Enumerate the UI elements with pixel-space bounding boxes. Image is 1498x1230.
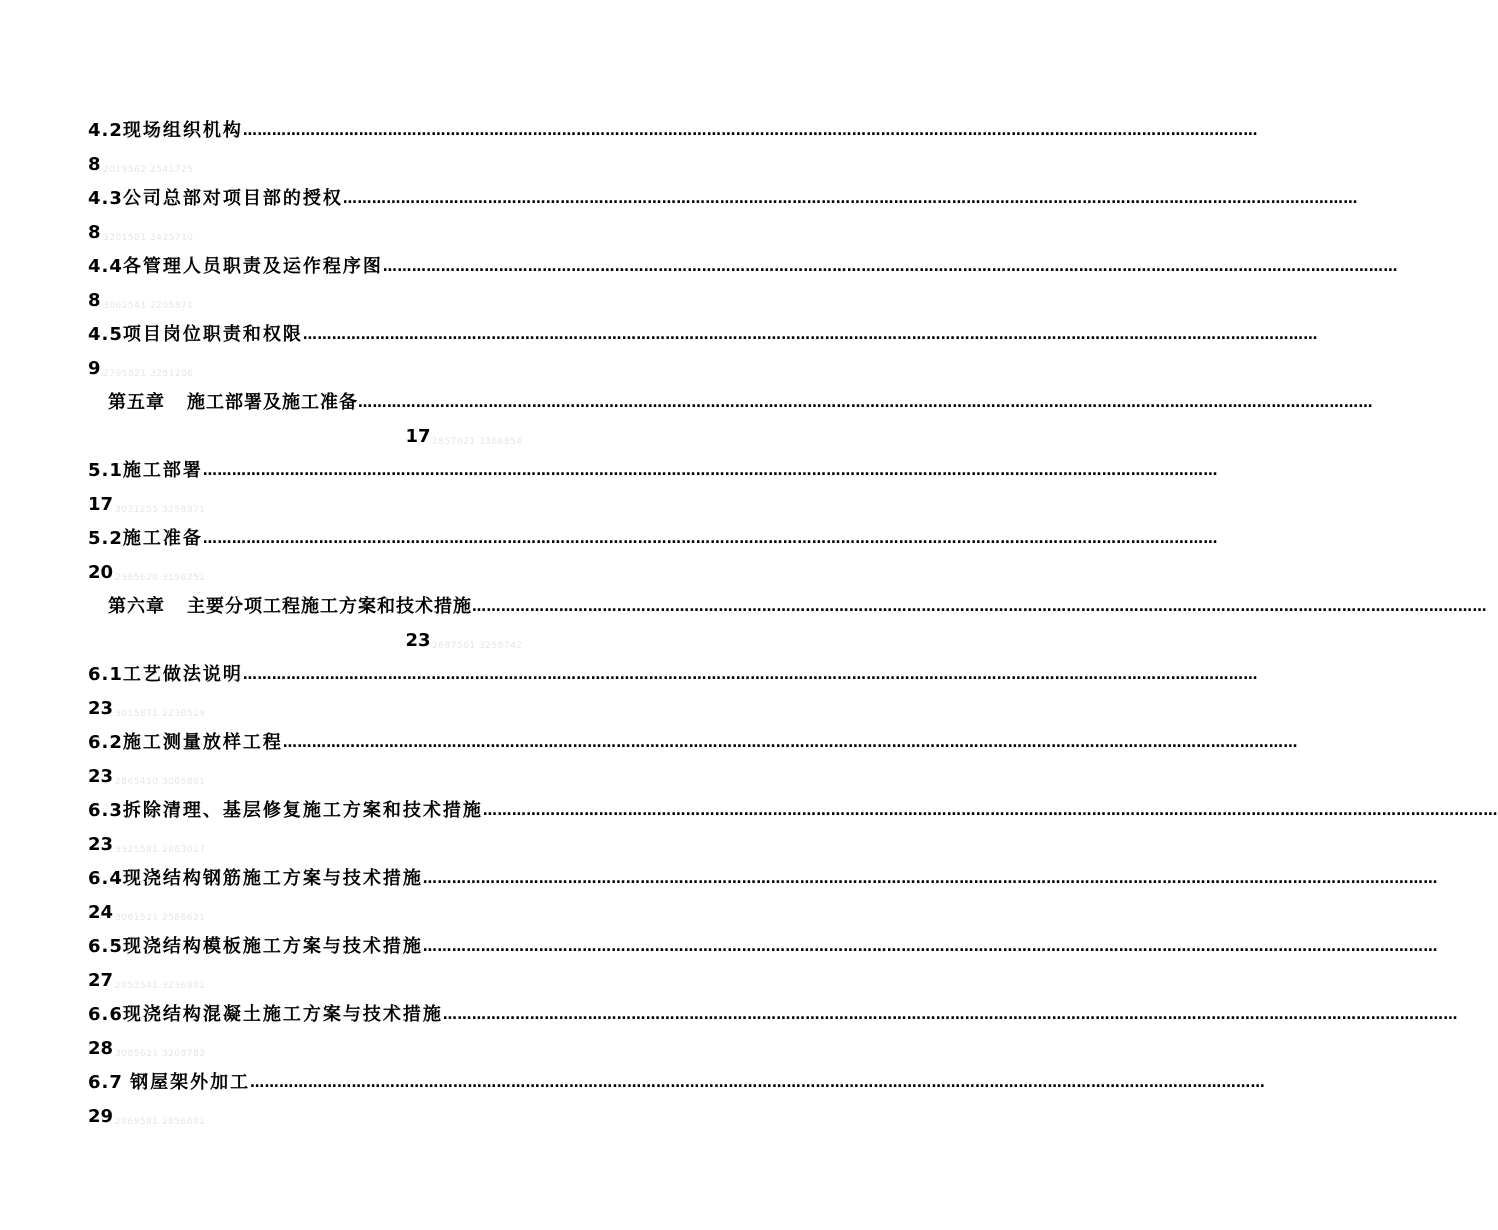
section-title-text: 现浇结构钢筋施工方案与技术措施 [122, 868, 423, 889]
page-number-line [88, 488, 860, 522]
section-title-text: 工艺做法说明 [122, 664, 243, 685]
toc-entry-title [108, 386, 358, 420]
faint-watermark-text: 2857621 3366854 [432, 437, 523, 447]
page-number-line [88, 1032, 860, 1066]
toc-entry-line [88, 386, 1373, 420]
page-number: 23 [405, 630, 431, 651]
dot-leader: ………………………………………………………………………………………………………………………………………………………………………………………… [482, 803, 1498, 819]
section-number: 6.5 [88, 936, 123, 957]
page-number-line [88, 760, 860, 794]
toc-entry-title [88, 726, 283, 760]
page-number-line [88, 692, 860, 726]
page-number: 23 [88, 766, 114, 787]
section-title-text: 各管理人员职责及运作程序图 [122, 256, 383, 277]
section-number: 5.1 [88, 460, 123, 481]
toc-entry-title [88, 1066, 250, 1100]
section-number: 5.2 [88, 528, 123, 549]
page-number: 8 [88, 290, 101, 311]
dot-leader: ………………………………………………………………………………………………………………………………………………………………………………………… [302, 327, 1318, 343]
page-number: 23 [88, 834, 114, 855]
toc-entry-line [88, 454, 1218, 488]
dot-leader: ………………………………………………………………………………………………………………………………………………………………………………………… [472, 599, 1487, 615]
page-number-line [88, 216, 860, 250]
faint-watermark-text: 3031255 3258971 [115, 505, 206, 515]
toc-entry-line [88, 318, 1318, 352]
toc-entry-title [88, 318, 303, 352]
section-title-text: 项目岗位职责和权限 [122, 324, 303, 345]
dot-leader: ………………………………………………………………………………………………………………………………………………………………………………………… [342, 191, 1358, 207]
faint-watermark-text: 2795821 3251206 [103, 369, 194, 379]
section-number: 6.3 [88, 800, 123, 821]
toc-entry-title [88, 658, 243, 692]
page-number: 28 [88, 1038, 114, 1059]
toc-entry-line [88, 182, 1358, 216]
dot-leader: ………………………………………………………………………………………………………………………………………………………………………………………… [422, 939, 1438, 955]
toc-entry-title [88, 182, 343, 216]
section-number: 6.1 [88, 664, 123, 685]
toc-entry-line [88, 250, 1398, 284]
toc-entry-line [88, 114, 1258, 148]
toc-entry-line [88, 794, 1498, 828]
faint-watermark-text: 3062541 2205871 [103, 301, 194, 311]
toc-entry-title [88, 114, 243, 148]
table-of-contents [88, 114, 1498, 1134]
dot-leader: ………………………………………………………………………………………………………………………………………………………………………………………… [242, 123, 1258, 139]
section-title-text: 钢屋架外加工 [130, 1072, 251, 1093]
page-number-line [88, 964, 860, 998]
page-number: 29 [88, 1106, 114, 1127]
faint-watermark-text: 3015871 2230519 [115, 709, 206, 719]
dot-leader: ………………………………………………………………………………………………………………………………………………………………………………………… [382, 259, 1398, 275]
toc-section-entry [88, 454, 1218, 522]
section-number: 6.6 [88, 1004, 123, 1025]
toc-entry-title [88, 454, 203, 488]
page-number: 8 [88, 154, 101, 175]
page-number: 8 [88, 222, 101, 243]
section-number: 6.7 [88, 1072, 131, 1093]
section-title-text: 施工准备 [122, 528, 203, 549]
section-number: 4.3 [88, 188, 123, 209]
dot-leader: ………………………………………………………………………………………………………………………………………………………………………………………… [202, 463, 1218, 479]
page-number-line [88, 284, 860, 318]
page-number: 23 [88, 698, 114, 719]
toc-chapter-entry [88, 386, 1373, 454]
section-title-text: 施工部署 [122, 460, 203, 481]
chapter-label: 第六章 [108, 596, 165, 617]
section-title-text: 拆除清理、基层修复施工方案和技术措施 [122, 800, 483, 821]
section-title-text: 主要分项工程施工方案和技术措施 [187, 596, 472, 617]
dot-leader: ………………………………………………………………………………………………………………………………………………………………………………………… [442, 1007, 1458, 1023]
faint-watermark-text: 2853541 3236981 [115, 981, 206, 991]
page-number: 17 [405, 426, 431, 447]
toc-entry-line [88, 522, 1218, 556]
toc-entry-line [88, 590, 1487, 624]
dot-leader: ………………………………………………………………………………………………………………………………………………………………………………………… [202, 531, 1218, 547]
page-number: 20 [88, 562, 114, 583]
toc-entry-title [88, 794, 483, 828]
faint-watermark-text: 2687561 3258742 [432, 641, 523, 651]
toc-entry-line [88, 930, 1438, 964]
toc-entry-title [108, 590, 472, 624]
toc-section-entry [88, 1066, 1266, 1134]
section-title-text: 现浇结构模板施工方案与技术措施 [122, 936, 423, 957]
page-number: 27 [88, 970, 114, 991]
faint-watermark-text: 2019562 2541725 [103, 165, 194, 175]
faint-watermark-text: 2865410 3005861 [115, 777, 206, 787]
toc-section-entry [88, 794, 1498, 862]
faint-watermark-text: 2869581 2856681 [115, 1117, 206, 1127]
section-number: 4.2 [88, 120, 123, 141]
toc-section-entry [88, 658, 1258, 726]
toc-section-entry [88, 862, 1438, 930]
chapter-label: 第五章 [108, 392, 165, 413]
faint-watermark-text: 3061521 2586621 [115, 913, 206, 923]
toc-entry-title [88, 930, 423, 964]
toc-section-entry [88, 522, 1218, 590]
toc-section-entry [88, 182, 1358, 250]
page-number-line [88, 828, 860, 862]
page-number-line [88, 1100, 860, 1134]
toc-entry-line [88, 998, 1458, 1032]
section-title-text: 施工测量放样工程 [122, 732, 283, 753]
faint-watermark-text: 3085621 3208782 [115, 1049, 206, 1059]
toc-section-entry [88, 930, 1438, 998]
section-number: 4.5 [88, 324, 123, 345]
dot-leader: ………………………………………………………………………………………………………………………………………………………………………………………… [242, 667, 1258, 683]
page-number-line [88, 148, 860, 182]
page-number: 24 [88, 902, 114, 923]
section-title-text: 公司总部对项目部的授权 [122, 188, 343, 209]
faint-watermark-text: 3325581 2863017 [115, 845, 206, 855]
toc-chapter-entry [88, 590, 1487, 658]
section-number: 6.2 [88, 732, 123, 753]
page-number: 9 [88, 358, 101, 379]
toc-entry-line [88, 726, 1298, 760]
toc-entry-title [88, 250, 383, 284]
toc-entry-title [88, 998, 443, 1032]
dot-leader: ………………………………………………………………………………………………………………………………………………………………………………………… [250, 1075, 1266, 1091]
page-number-line [88, 624, 738, 658]
toc-entry-title [88, 522, 203, 556]
toc-section-entry [88, 726, 1298, 794]
page-number-line [88, 896, 860, 930]
toc-section-entry [88, 998, 1458, 1066]
toc-entry-title [88, 862, 423, 896]
page-number-line [88, 352, 860, 386]
faint-watermark-text: 2385620 3196251 [115, 573, 206, 583]
toc-entry-line [88, 862, 1438, 896]
toc-section-entry [88, 250, 1398, 318]
dot-leader: ………………………………………………………………………………………………………………………………………………………………………………………… [422, 871, 1438, 887]
dot-leader: ………………………………………………………………………………………………………………………………………………………………………………………… [282, 735, 1298, 751]
section-number: 4.4 [88, 256, 123, 277]
toc-entry-line [88, 1066, 1266, 1100]
faint-watermark-text: 3201581 3425710 [103, 233, 194, 243]
dot-leader: ………………………………………………………………………………………………………………………………………………………………………………………… [358, 395, 1373, 411]
section-title-text: 现场组织机构 [122, 120, 243, 141]
section-title-text: 现浇结构混凝土施工方案与技术措施 [122, 1004, 443, 1025]
page-number: 17 [88, 494, 114, 515]
toc-section-entry [88, 114, 1258, 182]
page-number-line [88, 420, 738, 454]
toc-entry-line [88, 658, 1258, 692]
toc-section-entry [88, 318, 1318, 386]
section-title-text: 施工部署及施工准备 [187, 392, 358, 413]
section-number: 6.4 [88, 868, 123, 889]
page-number-line [88, 556, 860, 590]
